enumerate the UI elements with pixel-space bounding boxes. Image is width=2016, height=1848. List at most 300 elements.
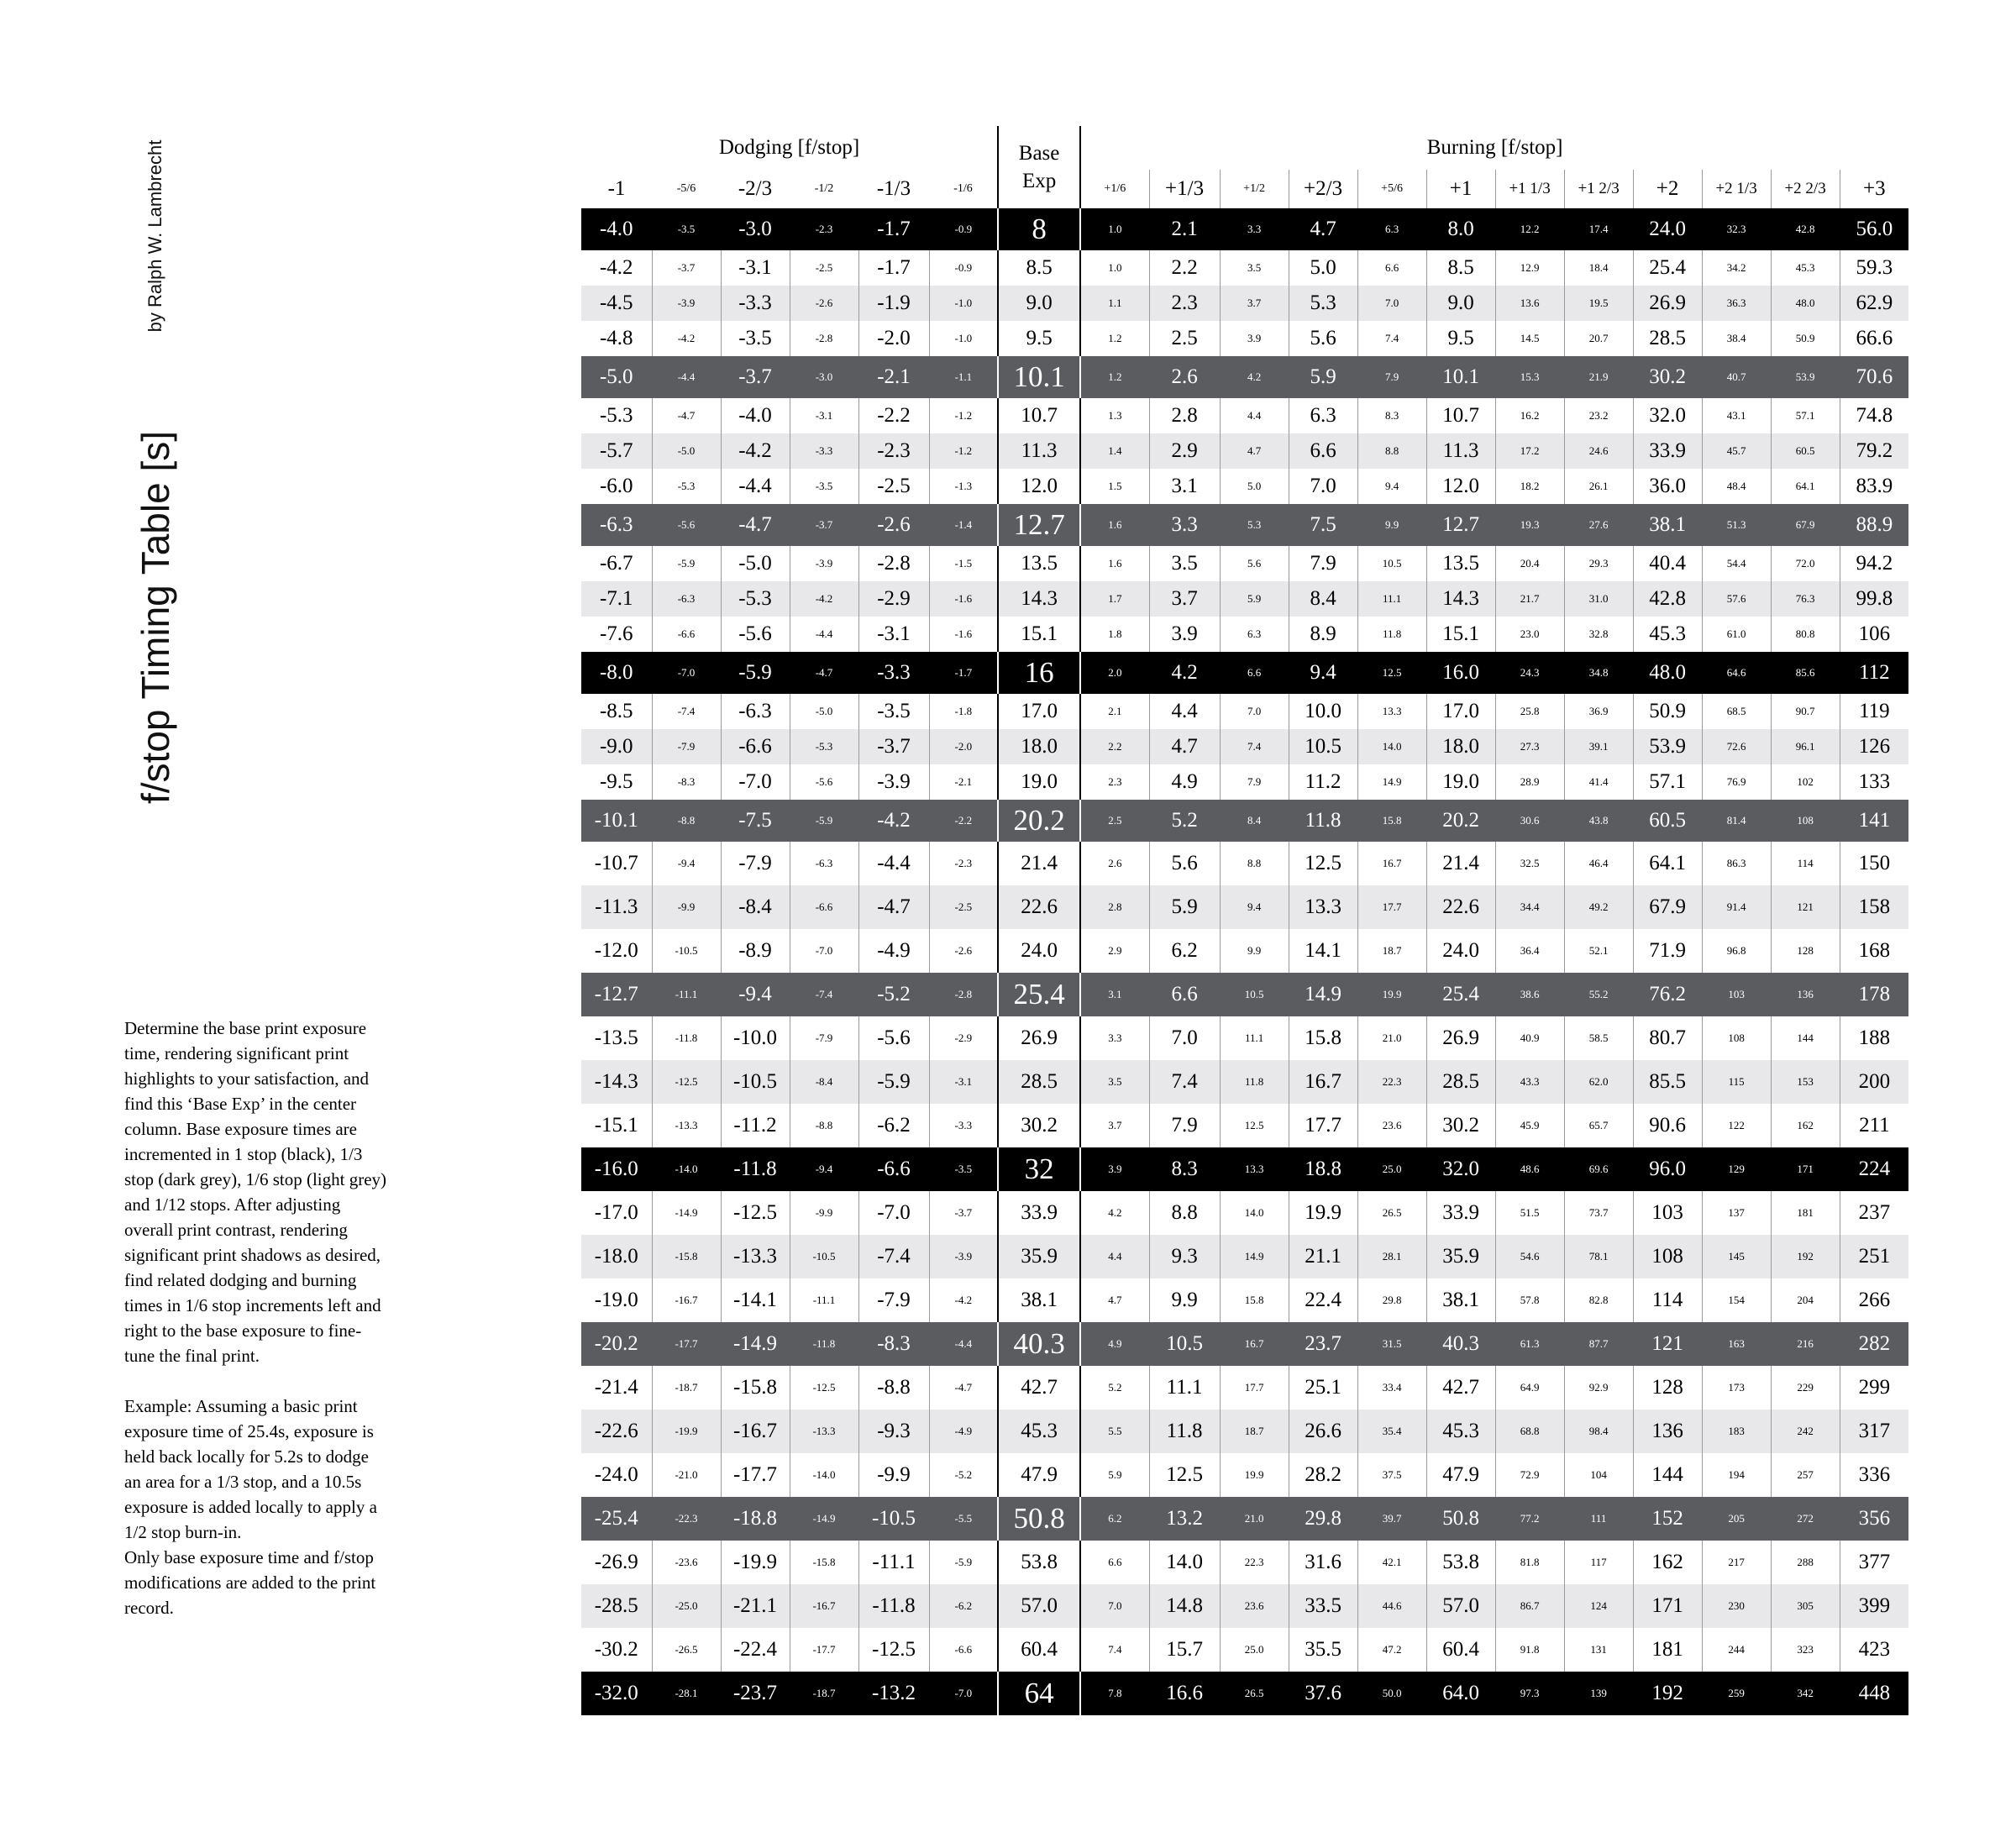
burn-time-cell: 242 xyxy=(1771,1410,1840,1453)
page-title: f/stop Timing Table [s] xyxy=(134,430,177,805)
burn-time-cell: 4.2 xyxy=(1149,652,1220,694)
burn-time-cell: 72.9 xyxy=(1495,1453,1564,1497)
burn-time-cell: 5.3 xyxy=(1289,286,1357,321)
dodge-time-cell: -3.7 xyxy=(721,356,790,398)
dodge-time-cell: -8.3 xyxy=(858,1322,929,1366)
burn-time-cell: 45.3 xyxy=(1633,617,1702,652)
burn-time-cell: 96.1 xyxy=(1771,729,1840,764)
col-header-burn: +1 xyxy=(1426,170,1495,208)
table-row xyxy=(581,1191,1908,1235)
burn-time-cell: 181 xyxy=(1771,1191,1840,1235)
fstop-timing-table xyxy=(581,126,1908,1715)
burn-time-cell: 24.3 xyxy=(1495,652,1564,694)
dodge-time-cell: -19.0 xyxy=(594,1289,638,1311)
burn-time-cell: 115 xyxy=(1702,1060,1771,1104)
burn-time-cell: 10.5 xyxy=(1149,1322,1220,1366)
dodge-time-cell: -3.9 xyxy=(929,1235,998,1278)
dodge-time-cell: -0.9 xyxy=(929,208,998,250)
burn-time-cell: 154 xyxy=(1702,1278,1771,1322)
burn-time-cell: 6.3 xyxy=(1220,617,1289,652)
col-header-dodge: -5/6 xyxy=(676,182,696,195)
burn-time-cell: 53.9 xyxy=(1633,729,1702,764)
burn-time-cell: 28.9 xyxy=(1495,764,1564,800)
group-header-row xyxy=(581,126,1908,170)
burn-time-cell: 4.4 xyxy=(1220,398,1289,433)
dodge-time-cell: -18.7 xyxy=(652,1366,721,1410)
burn-time-cell: 38.1 xyxy=(1633,504,1702,546)
burn-time-cell: 19.0 xyxy=(1426,764,1495,800)
burn-time-cell: 90.7 xyxy=(1771,694,1840,729)
col-header-burn: +5/6 xyxy=(1357,170,1426,208)
burn-time-cell: 24.0 xyxy=(1426,929,1495,973)
burn-time-cell: 15.1 xyxy=(1426,617,1495,652)
burn-time-cell: 377 xyxy=(1840,1541,1908,1584)
burn-time-cell: 25.8 xyxy=(1495,694,1564,729)
burn-time-cell: 5.0 xyxy=(1220,469,1289,504)
dodge-time-cell: -3.0 xyxy=(721,208,790,250)
burn-time-cell: 42.1 xyxy=(1357,1541,1426,1584)
dodge-time-cell: -7.4 xyxy=(652,694,721,729)
dodge-time-cell: -2.1 xyxy=(858,356,929,398)
dodge-time-cell: -1.7 xyxy=(929,652,998,694)
dodge-time-cell: -23.6 xyxy=(652,1541,721,1584)
burn-time-cell: 60.5 xyxy=(1633,800,1702,842)
burn-time-cell: 11.8 xyxy=(1220,1060,1289,1104)
burn-time-cell: 13.3 xyxy=(1357,694,1426,729)
burn-time-cell: 18.4 xyxy=(1564,250,1633,286)
col-header-burn: +2 1/3 xyxy=(1702,170,1771,208)
burn-time-cell: 139 xyxy=(1564,1672,1633,1715)
burn-time-cell: 54.6 xyxy=(1495,1235,1564,1278)
burn-time-cell: 2.0 xyxy=(1080,652,1149,694)
burn-time-cell: 7.8 xyxy=(1080,1672,1149,1715)
table-row xyxy=(581,1453,1908,1497)
burn-time-cell: 60.4 xyxy=(1426,1628,1495,1672)
burn-time-cell: 136 xyxy=(1771,973,1840,1016)
burn-time-cell: 17.7 xyxy=(1289,1104,1357,1147)
dodge-time-cell: -5.2 xyxy=(858,973,929,1016)
burn-time-cell: 162 xyxy=(1771,1104,1840,1147)
burn-time-cell: 2.6 xyxy=(1149,356,1220,398)
burn-time-cell: 33.9 xyxy=(1426,1191,1495,1235)
print-record-note: Only base exposure time and f/stop modifications are added to the print record. xyxy=(124,1547,376,1618)
burn-time-cell: 423 xyxy=(1840,1628,1908,1672)
burn-time-cell: 171 xyxy=(1771,1147,1840,1191)
burn-time-cell: 192 xyxy=(1771,1235,1840,1278)
burn-time-cell: 25.4 xyxy=(1426,973,1495,1016)
dodge-time-cell: -7.0 xyxy=(790,929,858,973)
burn-time-cell: 26.9 xyxy=(1633,286,1702,321)
burn-time-cell: 29.3 xyxy=(1564,546,1633,581)
burn-time-cell: 30.2 xyxy=(1633,356,1702,398)
burn-time-cell: 26.5 xyxy=(1357,1191,1426,1235)
burn-time-cell: 2.2 xyxy=(1080,729,1149,764)
burn-time-cell: 57.0 xyxy=(1426,1584,1495,1628)
burn-time-cell: 1.3 xyxy=(1080,398,1149,433)
dodge-time-cell: -18.8 xyxy=(721,1497,790,1541)
burn-time-cell: 28.1 xyxy=(1357,1235,1426,1278)
table-row xyxy=(581,1060,1908,1104)
author-credit: by Ralph W. Lambrecht xyxy=(144,139,165,333)
dodge-time-cell: -1.4 xyxy=(929,504,998,546)
dodge-time-cell: -7.0 xyxy=(652,652,721,694)
burn-time-cell: 42.7 xyxy=(1426,1366,1495,1410)
table-row xyxy=(581,1235,1908,1278)
burn-time-cell: 91.4 xyxy=(1702,885,1771,929)
burn-time-cell: 5.5 xyxy=(1080,1410,1149,1453)
burn-time-cell: 356 xyxy=(1840,1497,1908,1541)
dodge-time-cell: -2.1 xyxy=(929,764,998,800)
base-exposure-cell: 15.1 xyxy=(998,617,1080,652)
dodge-time-cell: -12.5 xyxy=(858,1628,929,1672)
dodge-time-cell: -10.5 xyxy=(858,1497,929,1541)
burn-time-cell: 7.9 xyxy=(1149,1104,1220,1147)
burn-time-cell: 40.7 xyxy=(1702,356,1771,398)
burn-time-cell: 10.0 xyxy=(1289,694,1357,729)
burn-time-cell: 266 xyxy=(1840,1278,1908,1322)
dodge-time-cell: -4.0 xyxy=(581,208,652,250)
dodge-time-cell: -3.3 xyxy=(790,433,858,469)
dodge-time-cell: -6.2 xyxy=(929,1584,998,1628)
dodge-time-cell: -3.7 xyxy=(652,250,721,286)
dodge-time-cell: -3.5 xyxy=(858,694,929,729)
burn-time-cell: 39.1 xyxy=(1564,729,1633,764)
burn-time-cell: 35.9 xyxy=(1426,1235,1495,1278)
burn-time-cell: 90.6 xyxy=(1633,1104,1702,1147)
burn-time-cell: 5.9 xyxy=(1149,885,1220,929)
table-row xyxy=(581,694,1908,729)
burn-time-cell: 21.0 xyxy=(1220,1497,1289,1541)
burn-time-cell: 204 xyxy=(1771,1278,1840,1322)
dodge-time-cell: -1.5 xyxy=(929,546,998,581)
burn-time-cell: 40.9 xyxy=(1495,1016,1564,1060)
burn-time-cell: 60.5 xyxy=(1771,433,1840,469)
burn-time-cell: 20.7 xyxy=(1564,321,1633,356)
dodge-time-cell: -8.4 xyxy=(721,885,790,929)
dodge-time-cell: -1.9 xyxy=(858,286,929,321)
burn-time-cell: 5.9 xyxy=(1289,356,1357,398)
burn-time-cell: 39.7 xyxy=(1357,1497,1426,1541)
burn-time-cell: 17.2 xyxy=(1495,433,1564,469)
burn-time-cell: 30.2 xyxy=(1426,1104,1495,1147)
burn-time-cell: 2.1 xyxy=(1080,694,1149,729)
burn-time-cell: 51.3 xyxy=(1702,504,1771,546)
burn-time-cell: 48.0 xyxy=(1771,286,1840,321)
burn-time-cell: 7.0 xyxy=(1220,694,1289,729)
dodge-time-cell: -13.3 xyxy=(652,1104,721,1147)
instructions-text xyxy=(124,1016,390,1620)
burn-time-cell: 342 xyxy=(1771,1672,1840,1715)
burn-time-cell: 94.2 xyxy=(1840,546,1908,581)
dodge-time-cell: -2.8 xyxy=(929,973,998,1016)
dodge-time-cell: -14.3 xyxy=(581,1060,652,1104)
burn-time-cell: 2.3 xyxy=(1149,286,1220,321)
dodge-time-cell: -2.3 xyxy=(790,208,858,250)
burn-time-cell: 8.8 xyxy=(1149,1191,1220,1235)
burn-time-cell: 16.2 xyxy=(1495,398,1564,433)
burn-time-cell: 92.9 xyxy=(1564,1366,1633,1410)
burn-time-cell: 50.9 xyxy=(1633,694,1702,729)
dodge-time-cell: -3.9 xyxy=(790,546,858,581)
dodge-time-cell: -4.7 xyxy=(929,1366,998,1410)
burn-time-cell: 1.8 xyxy=(1080,617,1149,652)
burn-time-cell: 11.1 xyxy=(1357,581,1426,617)
dodge-time-cell: -1.0 xyxy=(929,321,998,356)
burn-time-cell: 91.8 xyxy=(1495,1628,1564,1672)
table-row xyxy=(581,398,1908,433)
burn-time-cell: 1.0 xyxy=(1080,208,1149,250)
dodge-time-cell: -4.9 xyxy=(929,1410,998,1453)
burn-time-cell: 18.7 xyxy=(1357,929,1426,973)
burn-time-cell: 3.5 xyxy=(1080,1060,1149,1104)
burn-time-cell: 53.8 xyxy=(1426,1541,1495,1584)
table-row xyxy=(581,321,1908,356)
burn-time-cell: 17.7 xyxy=(1220,1366,1289,1410)
dodge-time-cell: -15.8 xyxy=(721,1366,790,1410)
table-row xyxy=(581,581,1908,617)
dodge-time-cell: -5.0 xyxy=(790,694,858,729)
burn-time-cell: 244 xyxy=(1702,1628,1771,1672)
dodge-time-cell: -2.5 xyxy=(790,250,858,286)
burn-time-cell: 20.4 xyxy=(1495,546,1564,581)
burn-time-cell: 22.4 xyxy=(1289,1278,1357,1322)
dodge-time-cell: -25.4 xyxy=(581,1497,652,1541)
dodge-time-cell: -9.9 xyxy=(790,1191,858,1235)
dodge-time-cell: -10.1 xyxy=(581,800,652,842)
burn-time-cell: 192 xyxy=(1633,1672,1702,1715)
col-header-dodge: -1/2 xyxy=(814,182,834,195)
burn-time-cell: 121 xyxy=(1771,885,1840,929)
base-exposure-cell: 60.4 xyxy=(998,1628,1080,1672)
burn-time-cell: 34.4 xyxy=(1495,885,1564,929)
dodge-time-cell: -4.2 xyxy=(858,800,929,842)
base-exp-header xyxy=(998,126,1080,208)
dodge-time-cell: -11.8 xyxy=(858,1584,929,1628)
burn-time-cell: 7.4 xyxy=(1080,1628,1149,1672)
burn-time-cell: 27.3 xyxy=(1495,729,1564,764)
dodge-time-cell: -6.2 xyxy=(858,1104,929,1147)
burn-time-cell: 76.9 xyxy=(1702,764,1771,800)
dodge-time-cell: -11.3 xyxy=(581,885,652,929)
burn-time-cell: 10.5 xyxy=(1357,546,1426,581)
burn-time-cell: 50.8 xyxy=(1426,1497,1495,1541)
burn-time-cell: 168 xyxy=(1840,929,1908,973)
burn-time-cell: 16.0 xyxy=(1426,652,1495,694)
burn-time-cell: 12.5 xyxy=(1149,1453,1220,1497)
dodge-time-cell: -5.9 xyxy=(790,800,858,842)
burn-time-cell: 128 xyxy=(1633,1366,1702,1410)
burn-time-cell: 1.2 xyxy=(1080,321,1149,356)
burn-time-cell: 121 xyxy=(1633,1322,1702,1366)
dodge-time-cell: -8.3 xyxy=(652,764,721,800)
burn-time-cell: 38.1 xyxy=(1426,1278,1495,1322)
burn-time-cell: 9.4 xyxy=(1289,652,1357,694)
burn-time-cell: 14.9 xyxy=(1289,973,1357,1016)
dodge-time-cell: -11.1 xyxy=(652,973,721,1016)
dodge-time-cell: -3.9 xyxy=(858,764,929,800)
burn-time-cell: 4.9 xyxy=(1080,1322,1149,1366)
burn-time-cell: 50.9 xyxy=(1771,321,1840,356)
burn-time-cell: 102 xyxy=(1771,764,1840,800)
burn-time-cell: 9.9 xyxy=(1220,929,1289,973)
burn-time-cell: 46.4 xyxy=(1564,842,1633,885)
burn-time-cell: 1.5 xyxy=(1080,469,1149,504)
dodge-time-cell: -10.5 xyxy=(721,1060,790,1104)
burn-time-cell: 25.0 xyxy=(1220,1628,1289,1672)
dodge-time-cell: -6.6 xyxy=(790,885,858,929)
burn-time-cell: 7.4 xyxy=(1220,729,1289,764)
burn-time-cell: 18.0 xyxy=(1426,729,1495,764)
burn-time-cell: 19.3 xyxy=(1495,504,1564,546)
burn-time-cell: 1.6 xyxy=(1080,546,1149,581)
table-row xyxy=(581,652,1908,694)
burn-time-cell: 23.0 xyxy=(1495,617,1564,652)
dodge-time-cell: -0.9 xyxy=(929,250,998,286)
table-row xyxy=(581,1541,1908,1584)
dodge-time-cell: -22.4 xyxy=(721,1628,790,1672)
dodging-header: Dodging [f/stop] xyxy=(718,136,860,159)
burn-time-cell: 108 xyxy=(1771,800,1840,842)
burn-time-cell: 5.6 xyxy=(1149,842,1220,885)
burn-time-cell: 80.7 xyxy=(1633,1016,1702,1060)
burn-time-cell: 4.7 xyxy=(1080,1278,1149,1322)
burn-time-cell: 128 xyxy=(1771,929,1840,973)
dodge-time-cell: -19.9 xyxy=(652,1410,721,1453)
burn-time-cell: 51.5 xyxy=(1495,1191,1564,1235)
dodge-time-cell: -1.3 xyxy=(929,469,998,504)
dodge-time-cell: -1.1 xyxy=(929,356,998,398)
dodge-time-cell: -16.7 xyxy=(721,1410,790,1453)
burn-time-cell: 36.9 xyxy=(1564,694,1633,729)
burn-time-cell: 6.2 xyxy=(1080,1497,1149,1541)
base-exposure-cell: 10.1 xyxy=(998,356,1080,398)
burn-time-cell: 9.4 xyxy=(1357,469,1426,504)
burn-time-cell: 178 xyxy=(1840,973,1908,1016)
burn-time-cell: 18.7 xyxy=(1220,1410,1289,1453)
dodge-time-cell: -26.9 xyxy=(594,1551,638,1573)
burn-time-cell: 16.7 xyxy=(1357,842,1426,885)
dodge-time-cell: -2.5 xyxy=(858,469,929,504)
burn-time-cell: 2.6 xyxy=(1080,842,1149,885)
burn-time-cell: 1.1 xyxy=(1080,286,1149,321)
dodge-time-cell: -11.2 xyxy=(721,1104,790,1147)
burn-time-cell: 9.9 xyxy=(1149,1278,1220,1322)
burn-time-cell: 5.6 xyxy=(1289,321,1357,356)
burn-time-cell: 78.1 xyxy=(1564,1235,1633,1278)
dodge-time-cell: -1.2 xyxy=(929,433,998,469)
burn-time-cell: 54.4 xyxy=(1702,546,1771,581)
dodge-time-cell: -10.5 xyxy=(652,929,721,973)
dodge-time-cell: -4.7 xyxy=(858,885,929,929)
burn-time-cell: 1.6 xyxy=(1080,504,1149,546)
col-header-burn: +1 1/3 xyxy=(1495,170,1564,208)
dodge-time-cell: -2.0 xyxy=(858,321,929,356)
col-header-burn: +1/3 xyxy=(1149,170,1220,208)
burn-time-cell: 7.9 xyxy=(1289,546,1357,581)
dodge-time-cell: -6.3 xyxy=(721,694,790,729)
table-row xyxy=(581,1278,1908,1322)
dodge-time-cell: -21.1 xyxy=(721,1584,790,1628)
dodge-time-cell: -10.5 xyxy=(790,1235,858,1278)
burn-time-cell: 62.0 xyxy=(1564,1060,1633,1104)
dodge-time-cell: -3.1 xyxy=(929,1060,998,1104)
table-row xyxy=(581,250,1908,286)
dodge-time-cell: -13.3 xyxy=(790,1410,858,1453)
burn-time-cell: 71.9 xyxy=(1633,929,1702,973)
burn-time-cell: 14.9 xyxy=(1220,1235,1289,1278)
burn-time-cell: 158 xyxy=(1840,885,1908,929)
burn-time-cell: 5.0 xyxy=(1289,250,1357,286)
burn-time-cell: 13.5 xyxy=(1426,546,1495,581)
burn-time-cell: 82.8 xyxy=(1564,1278,1633,1322)
burn-time-cell: 43.3 xyxy=(1495,1060,1564,1104)
dodge-time-cell: -8.5 xyxy=(599,700,633,722)
burn-time-cell: 217 xyxy=(1702,1541,1771,1584)
burn-time-cell: 106 xyxy=(1840,617,1908,652)
dodge-time-cell: -1.6 xyxy=(929,617,998,652)
burn-time-cell: 288 xyxy=(1771,1541,1840,1584)
burn-time-cell: 129 xyxy=(1702,1147,1771,1191)
burn-time-cell: 2.8 xyxy=(1080,885,1149,929)
dodge-time-cell: -17.7 xyxy=(652,1322,721,1366)
burn-time-cell: 67.9 xyxy=(1633,885,1702,929)
burn-time-cell: 181 xyxy=(1633,1628,1702,1672)
table-row xyxy=(581,885,1908,929)
burn-time-cell: 13.3 xyxy=(1289,885,1357,929)
table-row xyxy=(581,504,1908,546)
burn-time-cell: 8.4 xyxy=(1220,800,1289,842)
dodge-time-cell: -4.9 xyxy=(858,929,929,973)
burn-time-cell: 14.9 xyxy=(1357,764,1426,800)
burn-time-cell: 35.4 xyxy=(1357,1410,1426,1453)
table-row xyxy=(581,1410,1908,1453)
dodge-time-cell: -3.9 xyxy=(652,286,721,321)
dodge-time-cell: -4.2 xyxy=(599,256,633,279)
dodge-time-cell: -7.1 xyxy=(581,581,652,617)
burn-time-cell: 47.9 xyxy=(1426,1453,1495,1497)
dodge-time-cell: -18.7 xyxy=(790,1672,858,1715)
dodge-time-cell: -11.8 xyxy=(652,1016,721,1060)
burn-time-cell: 65.7 xyxy=(1564,1104,1633,1147)
dodge-time-cell: -1.0 xyxy=(929,286,998,321)
burn-time-cell: 8.8 xyxy=(1357,433,1426,469)
dodge-time-cell: -14.9 xyxy=(790,1497,858,1541)
burn-time-cell: 72.0 xyxy=(1771,546,1840,581)
dodge-time-cell: -5.3 xyxy=(652,469,721,504)
burn-time-cell: 37.5 xyxy=(1357,1453,1426,1497)
dodge-time-cell: -4.2 xyxy=(721,433,790,469)
dodge-time-cell: -16.7 xyxy=(652,1278,721,1322)
dodge-time-cell: -7.0 xyxy=(929,1672,998,1715)
burn-time-cell: 44.6 xyxy=(1357,1584,1426,1628)
base-exposure-cell: 30.2 xyxy=(998,1104,1080,1147)
burn-time-cell: 3.3 xyxy=(1149,504,1220,546)
burn-time-cell: 24.6 xyxy=(1564,433,1633,469)
base-exposure-cell: 9.5 xyxy=(998,321,1080,356)
base-exp-header-line2: Exp xyxy=(1021,170,1057,192)
base-exposure-cell: 22.6 xyxy=(998,885,1080,929)
burn-time-cell: 7.0 xyxy=(1149,1016,1220,1060)
dodge-time-cell: -11.1 xyxy=(858,1541,929,1584)
dodge-time-cell: -4.2 xyxy=(790,581,858,617)
dodge-time-cell: -5.3 xyxy=(599,404,633,427)
burn-time-cell: 22.6 xyxy=(1426,885,1495,929)
burn-time-cell: 20.2 xyxy=(1426,800,1495,842)
burn-time-cell: 23.2 xyxy=(1564,398,1633,433)
burn-time-cell: 150 xyxy=(1840,842,1908,885)
burn-time-cell: 171 xyxy=(1633,1584,1702,1628)
burn-time-cell: 23.6 xyxy=(1220,1584,1289,1628)
